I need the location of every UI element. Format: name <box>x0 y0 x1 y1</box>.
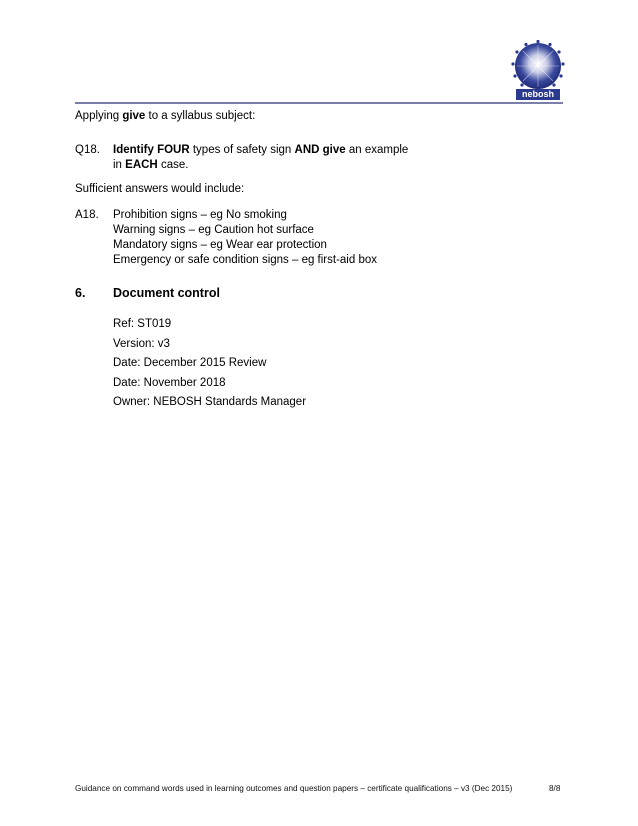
answer-number: A18. <box>75 209 99 221</box>
doc-ref: Ref: ST019 <box>113 318 172 330</box>
answer-list <box>113 208 377 268</box>
nebosh-logo <box>508 40 568 102</box>
answer-line: Prohibition signs – eg No smoking <box>113 209 287 221</box>
question-line2-prefix: in <box>113 159 126 171</box>
question-part4: an example <box>345 144 409 156</box>
question-number: Q18. <box>75 144 100 156</box>
header-rule <box>75 102 563 104</box>
doc-owner: Owner: NEBOSH Standards Manager <box>113 396 307 408</box>
question-line2-suffix: case. <box>157 159 189 171</box>
question-line-1 <box>113 143 408 157</box>
answer-line: Emergency or safe condition signs – eg first-aid box <box>113 254 377 266</box>
page-number: 8/8 <box>549 784 561 793</box>
doc-date-review: Date: December 2015 Review <box>113 357 267 369</box>
applying-keyword: give <box>122 110 146 122</box>
question-line2-bold: EACH <box>125 159 158 171</box>
answer-line: Mandatory signs – eg Wear ear protection <box>113 239 327 251</box>
question-line-2 <box>113 158 188 172</box>
section-title: Document control <box>113 286 220 300</box>
doc-date: Date: November 2018 <box>113 376 226 389</box>
doc-version: Version: v3 <box>113 337 170 350</box>
question-part2: types of safety sign <box>189 144 295 156</box>
footer-text: Guidance on command words used in learning outcomes and question papers – certificate qualifications – v3 (Dec 2015) <box>75 784 513 793</box>
question-part1: Identify FOUR <box>113 144 190 156</box>
answer-line: Warning signs – eg Caution hot surface <box>113 224 314 236</box>
question-part3: AND give <box>294 144 346 156</box>
applying-line <box>75 109 255 123</box>
applying-suffix: to a syllabus subject: <box>145 110 256 122</box>
logo-text: nebosh <box>521 89 554 99</box>
applying-prefix: Applying <box>75 110 123 122</box>
section-number: 6. <box>75 286 86 300</box>
document-control-list <box>113 317 306 415</box>
sufficient-answers: Sufficient answers would include: <box>75 183 245 195</box>
